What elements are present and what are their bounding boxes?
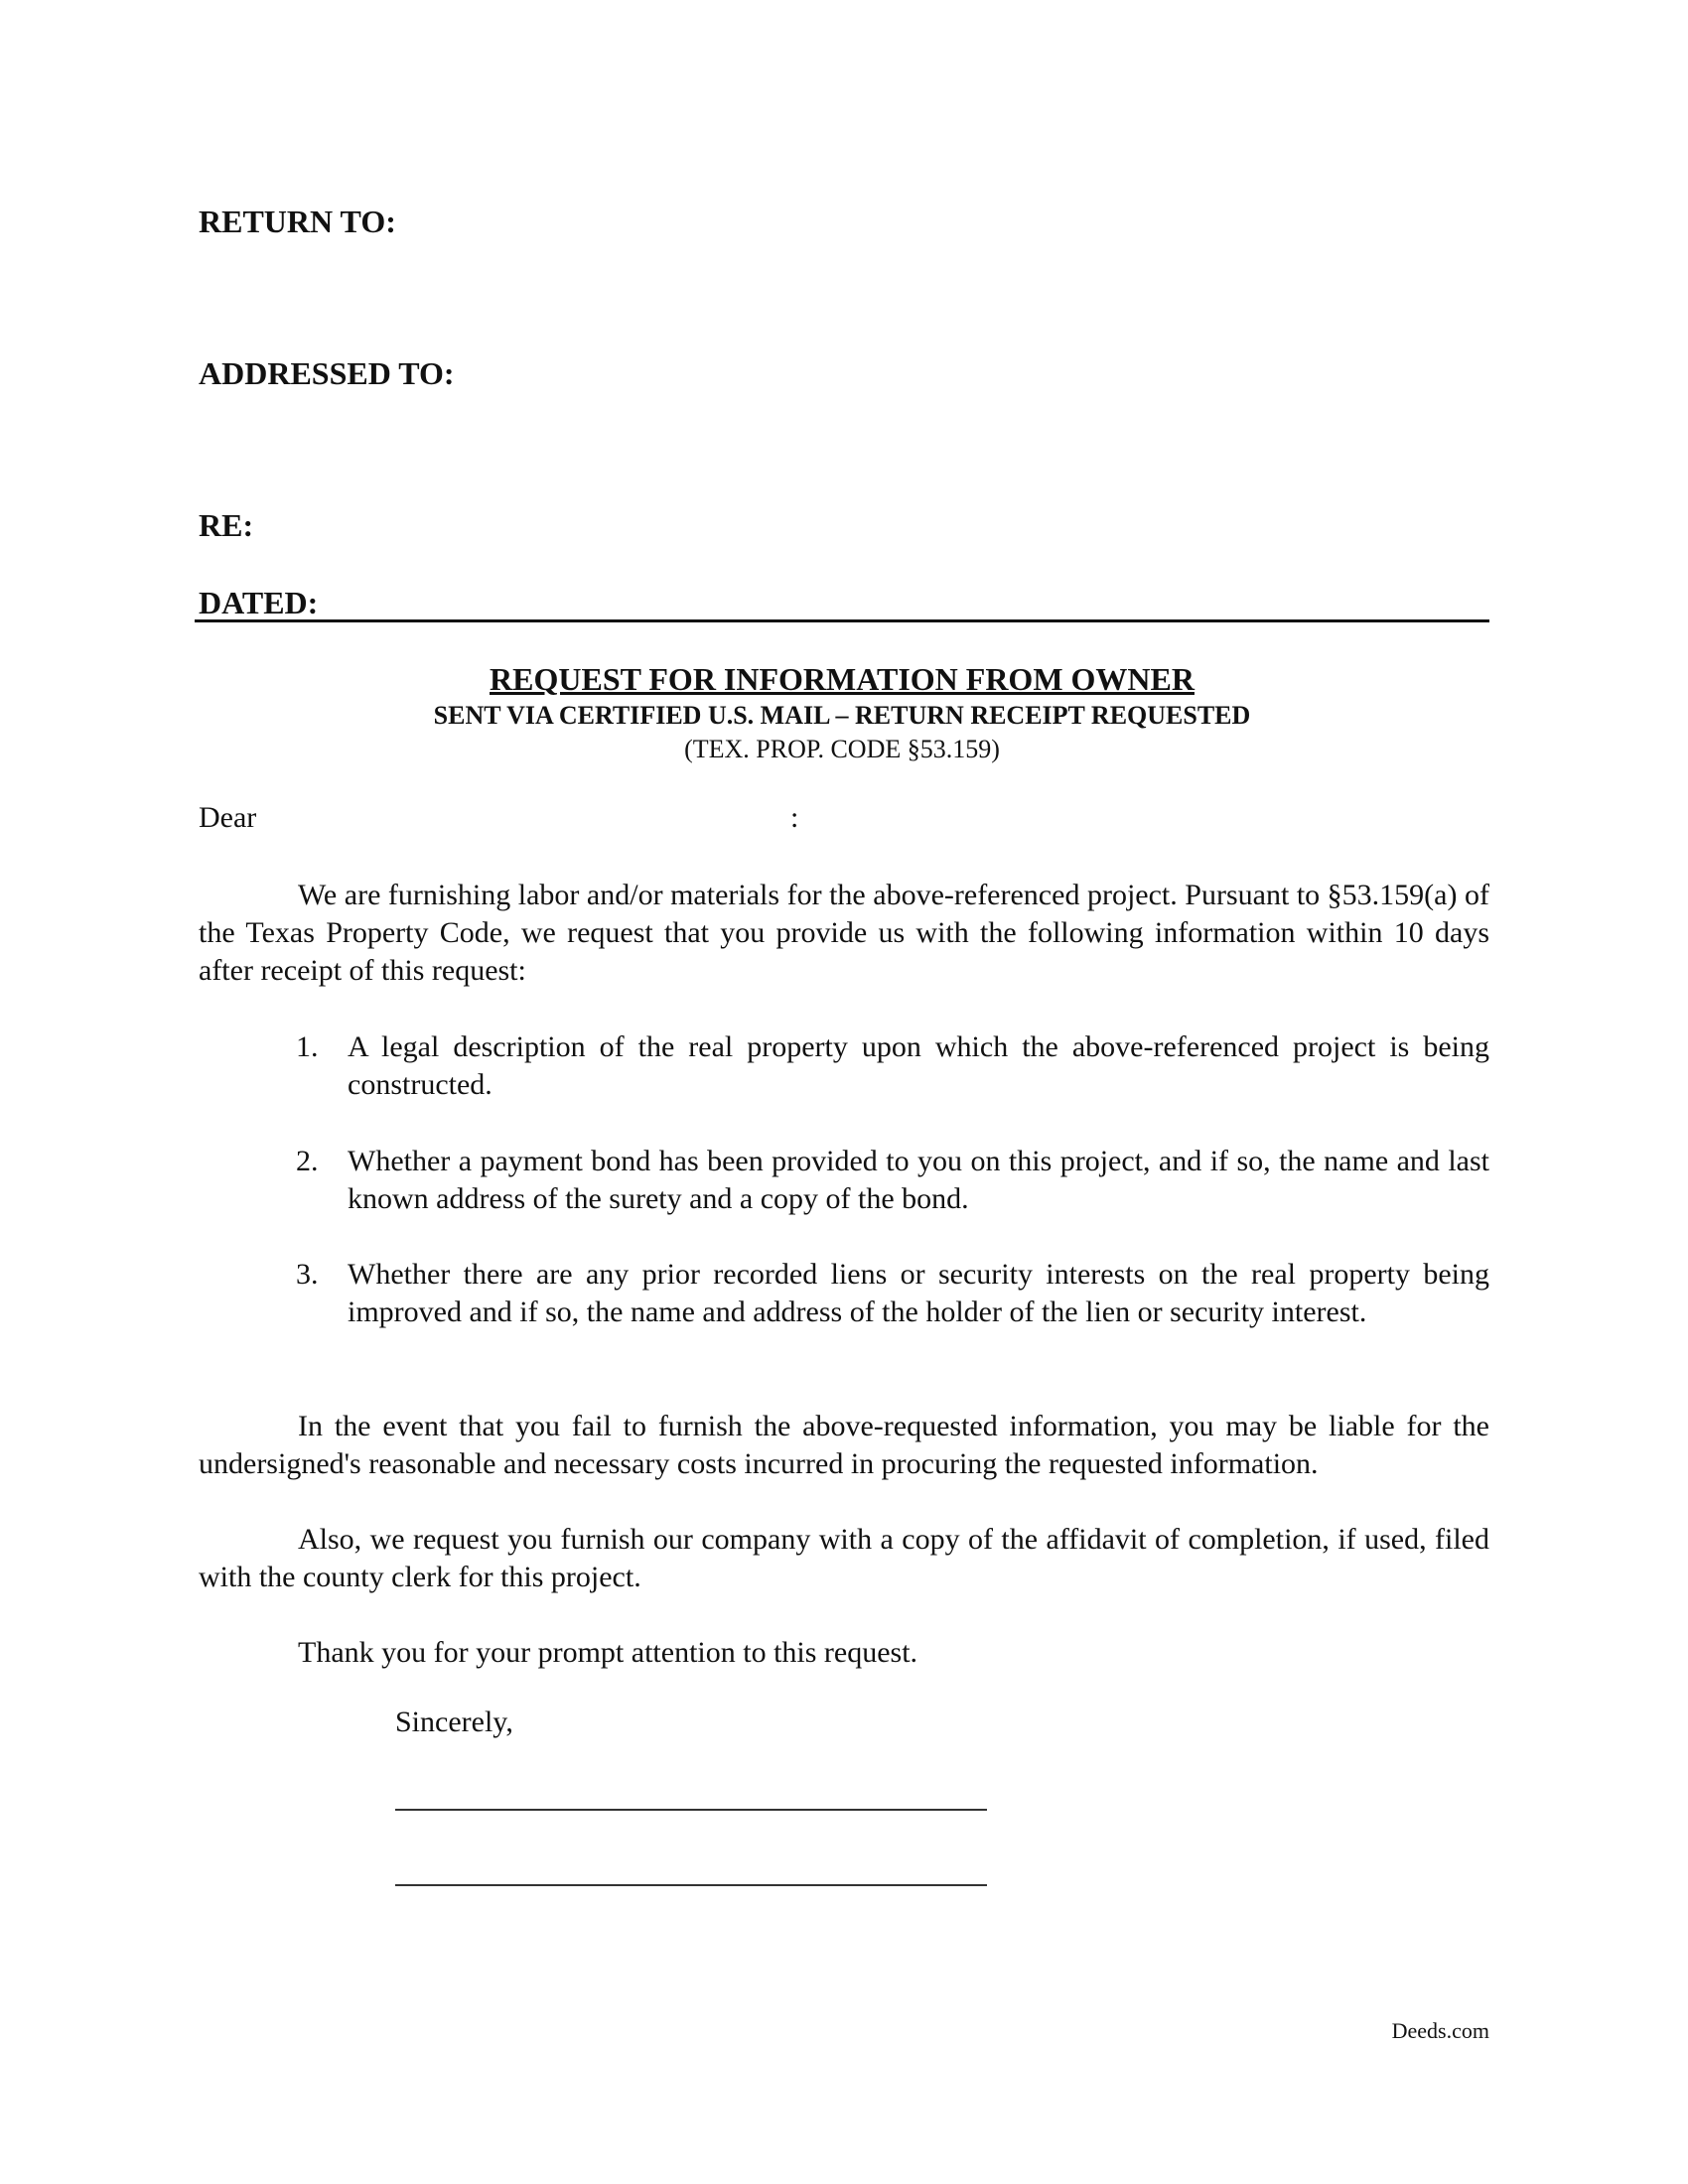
return-to-label: RETURN TO: (199, 204, 396, 239)
list-item-number: 2. (296, 1145, 319, 1177)
statute-citation: (TEX. PROP. CODE §53.159) (684, 735, 1000, 763)
list-item (296, 1256, 1489, 1331)
header-divider (195, 619, 1489, 622)
footer-brand: Deeds.com (1391, 2018, 1489, 2043)
addressed-to-label: ADDRESSED TO: (199, 355, 455, 391)
list-item-text: Whether there are any prior recorded liens or security interests on the real property being improved and if so, the name and address of the holder of the lien or security interest. (348, 1258, 1489, 1328)
salutation-colon: : (790, 801, 799, 834)
list-item-text: Whether a payment bond has been provided to you on this project, and if so, the name and last known address of the surety and a copy of the bond. (348, 1145, 1489, 1215)
dated-label: DATED: (199, 585, 319, 620)
list-item (296, 1143, 1489, 1218)
name-line (395, 1884, 987, 1886)
closing-sign-off: Sincerely, (395, 1706, 513, 1738)
list-item-number: 3. (296, 1258, 319, 1291)
signature-line (395, 1809, 987, 1811)
document-subtitle: SENT VIA CERTIFIED U.S. MAIL – RETURN RECEIPT REQUESTED (433, 701, 1251, 730)
document-title: REQUEST FOR INFORMATION FROM OWNER (490, 661, 1195, 697)
thanks-paragraph: Thank you for your prompt attention to this request. (298, 1636, 918, 1669)
salutation-greeting: Dear (199, 801, 257, 834)
affidavit-paragraph: Also, we request you furnish our company with a copy of the affidavit of completion, if used, filed with the county clerk for this project. (199, 1523, 1489, 1593)
re-label: RE: (199, 507, 254, 543)
list-item (296, 1028, 1489, 1104)
list-item-number: 1. (296, 1030, 319, 1063)
liability-paragraph: In the event that you fail to furnish the above-requested information, you may be liable for the undersigned's reasonable and necessary costs incurred in procuring the requested information. (199, 1410, 1489, 1480)
title-block (195, 663, 1489, 762)
list-item-text: A legal description of the real property upon which the above-referenced project is being constructed. (348, 1030, 1489, 1101)
intro-paragraph: We are furnishing labor and/or materials for the above-referenced project. Pursuant to §53.159(a) of the Texas Property Code, we request that you provide us with the following information within 10 days after receipt of this request: (199, 879, 1489, 987)
